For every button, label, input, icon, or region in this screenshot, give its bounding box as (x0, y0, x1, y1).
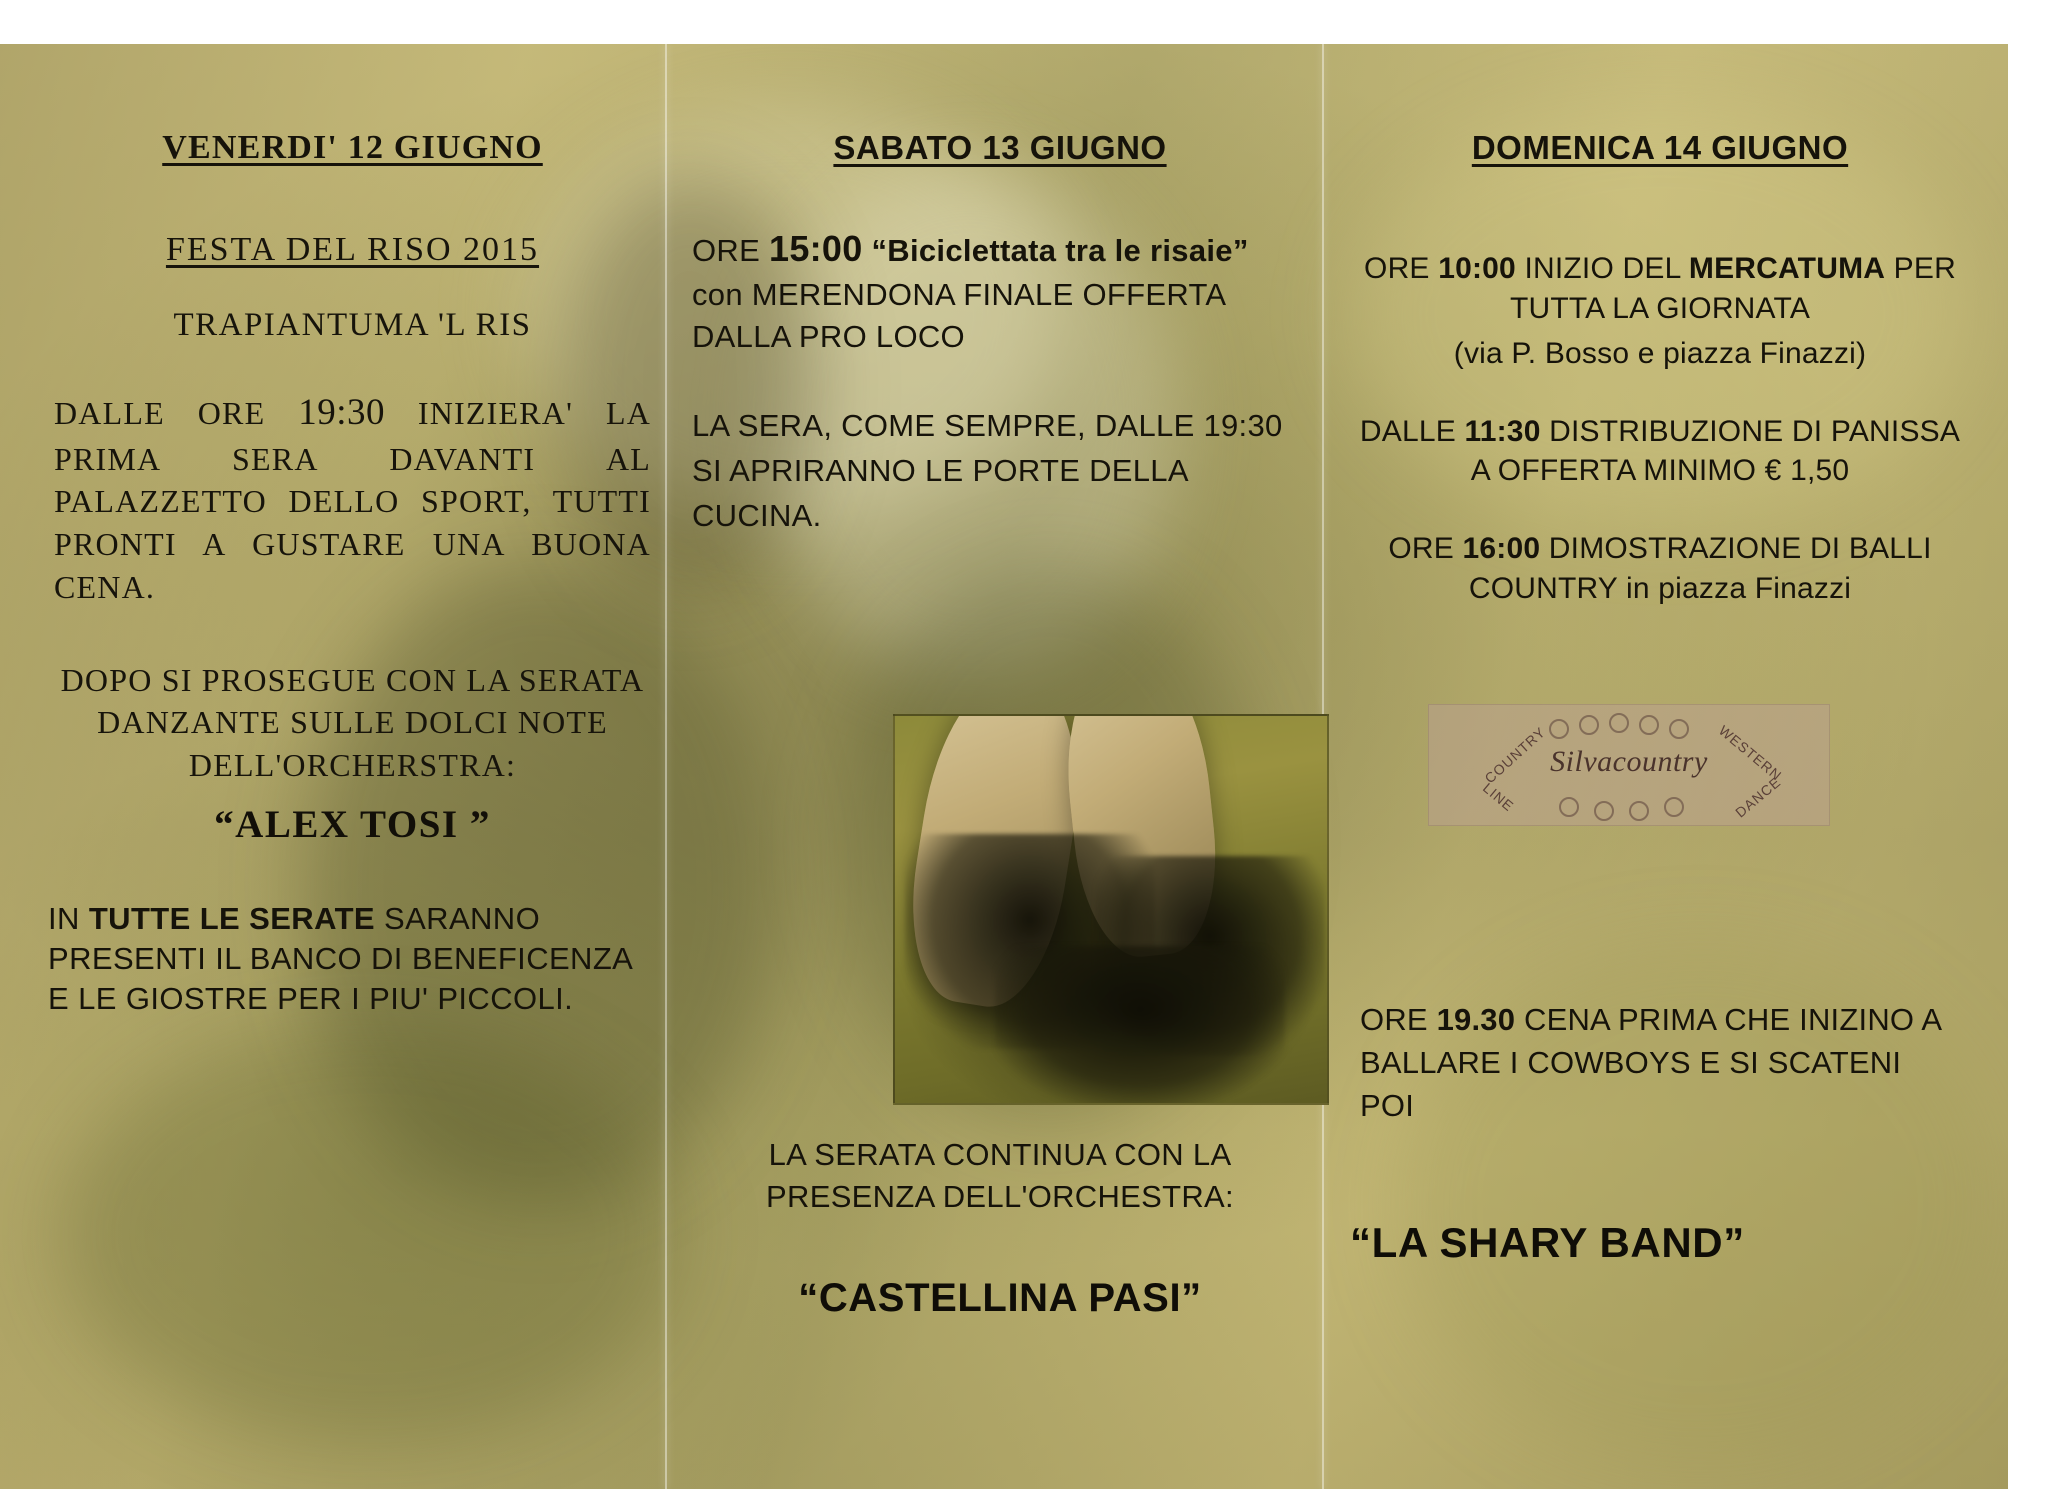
sunday-b1-bold: MERCATUMA (1688, 252, 1886, 285)
scanned-flyer (0, 44, 2008, 1489)
sunday-b4-time: 19.30 (1436, 1002, 1516, 1037)
friday-footer-pre: IN (48, 900, 89, 936)
friday-footer (48, 899, 657, 1020)
friday-orchestra-name: “ALEX TOSI ” (214, 802, 491, 846)
logo-ornament-icon (1609, 713, 1629, 733)
sunday-block-3 (1350, 529, 1970, 608)
logo-ornament-icon (1639, 715, 1659, 735)
sunday-b4-pre: ORE (1360, 1002, 1437, 1037)
logo-ornament-icon (1579, 715, 1599, 735)
friday-footer-post: SARANNO PRESENTI IL BANCO DI BENEFICENZA E LE GIOSTRE PER I PIU' PICCOLI. (48, 900, 632, 1017)
logo-ornament-icon (1594, 801, 1614, 821)
saturday-l1-post: con MERENDONA FINALE OFFERTA DALLA PRO LOCO (692, 276, 1225, 355)
saturday-l2-pre: LA SERA, COME SEMPRE, DALLE (692, 408, 1204, 444)
sunday-b2-pre: DALLE (1359, 414, 1465, 448)
logo-word-dance: DANCE (1732, 773, 1784, 821)
friday-event-title: FESTA DEL RISO 2015 (165, 231, 540, 268)
friday-day-title: VENERDI' 12 GIUGNO (162, 129, 543, 166)
sunday-band-name: “LA SHARY BAND” (1350, 1219, 1745, 1266)
sunday-b1-time: 10:00 (1438, 252, 1516, 285)
sunday-b3-pre: ORE (1388, 531, 1463, 565)
friday-subtitle: TRAPIANTUMA 'L RIS (173, 307, 532, 343)
sunday-block-1 (1350, 249, 1970, 374)
sunday-b4-post: CENA PRIMA CHE INIZINO A BALLARE I COWBOYS E SI SCATENI POI (1360, 1002, 1941, 1123)
logo-brand-text: Silvacountry (1550, 745, 1708, 778)
column-divider (665, 44, 667, 1489)
sunday-b3-time: 16:00 (1462, 531, 1541, 565)
friday-paragraph-1 (54, 388, 651, 609)
logo-ornament-icon (1559, 797, 1579, 817)
rice-planting-photo (893, 714, 1329, 1105)
logo-word-line: LINE (1479, 779, 1518, 815)
saturday-l1-pre: ORE (692, 233, 769, 268)
saturday-l2-end: . (812, 498, 822, 534)
photo-rice-plants (995, 946, 1285, 1105)
sunday-block-2 (1350, 412, 1970, 491)
sunday-b1-mid: INIZIO DEL (1515, 252, 1689, 285)
saturday-day-title: SABATO 13 GIUGNO (833, 129, 1167, 166)
logo-ornament-icon (1664, 797, 1684, 817)
sunday-day-title: DOMENICA 14 GIUGNO (1471, 129, 1849, 166)
friday-paragraph-2: DOPO SI PROSEGUE CON LA SERATA DANZANTE SULLE DOLCI NOTE DELL'ORCHERSTRA: (60, 662, 645, 783)
saturday-caption: LA SERATA CONTINUA CON LA PRESENZA DELL'ORCHESTRA: (766, 1137, 1234, 1214)
logo-word-country: COUNTRY (1481, 723, 1549, 787)
column-sunday (1340, 44, 1980, 1489)
sunday-b1-note: (via P. Bosso e piazza Finazzi) (1453, 337, 1867, 371)
friday-footer-bold: TUTTE LE SERATE (88, 900, 375, 936)
saturday-l2-time: 19:30 (1203, 408, 1283, 444)
sunday-b2-post: DISTRIBUZIONE DI PANISSA A OFFERTA MINIMO € 1,50 (1470, 414, 1961, 488)
column-saturday (680, 44, 1320, 1489)
column-friday (40, 44, 665, 1489)
friday-p1-pre: DALLE ORE (54, 395, 299, 431)
saturday-l1-quote: “Biciclettata tra le risaie” (862, 233, 1249, 268)
saturday-l1-time: 15:00 (769, 228, 863, 269)
sunday-b1-pre: ORE (1364, 252, 1439, 285)
sunday-block-4 (1360, 999, 1960, 1127)
friday-p1-time: 19:30 (298, 392, 385, 433)
saturday-orchestra-name: “CASTELLINA PASI” (798, 1276, 1202, 1320)
saturday-l2-bold: CUCINA (692, 498, 813, 534)
logo-ornament-icon (1549, 719, 1569, 739)
friday-p1-post: INIZIERA' LA PRIMA SERA DAVANTI AL PALAZZETTO DELLO SPORT, TUTTI PRONTI A GUSTARE UNA BUONA CENA. (54, 395, 651, 606)
saturday-l2-mid: SI APRIRANNO LE PORTE DELLA (692, 453, 1188, 489)
sunday-b1-post: PER TUTTA LA GIORNATA (1509, 252, 1956, 325)
logo-ornament-icon (1669, 719, 1689, 739)
silvacountry-logo (1428, 704, 1830, 826)
logo-ornament-icon (1629, 801, 1649, 821)
saturday-line-2 (692, 404, 1308, 539)
sunday-b3-post: DIMOSTRAZIONE DI BALLI COUNTRY in piazza Finazzi (1468, 531, 1932, 605)
sunday-b2-time: 11:30 (1464, 414, 1541, 448)
saturday-line-1 (692, 225, 1308, 358)
logo-word-western: WESTERN (1715, 722, 1786, 784)
